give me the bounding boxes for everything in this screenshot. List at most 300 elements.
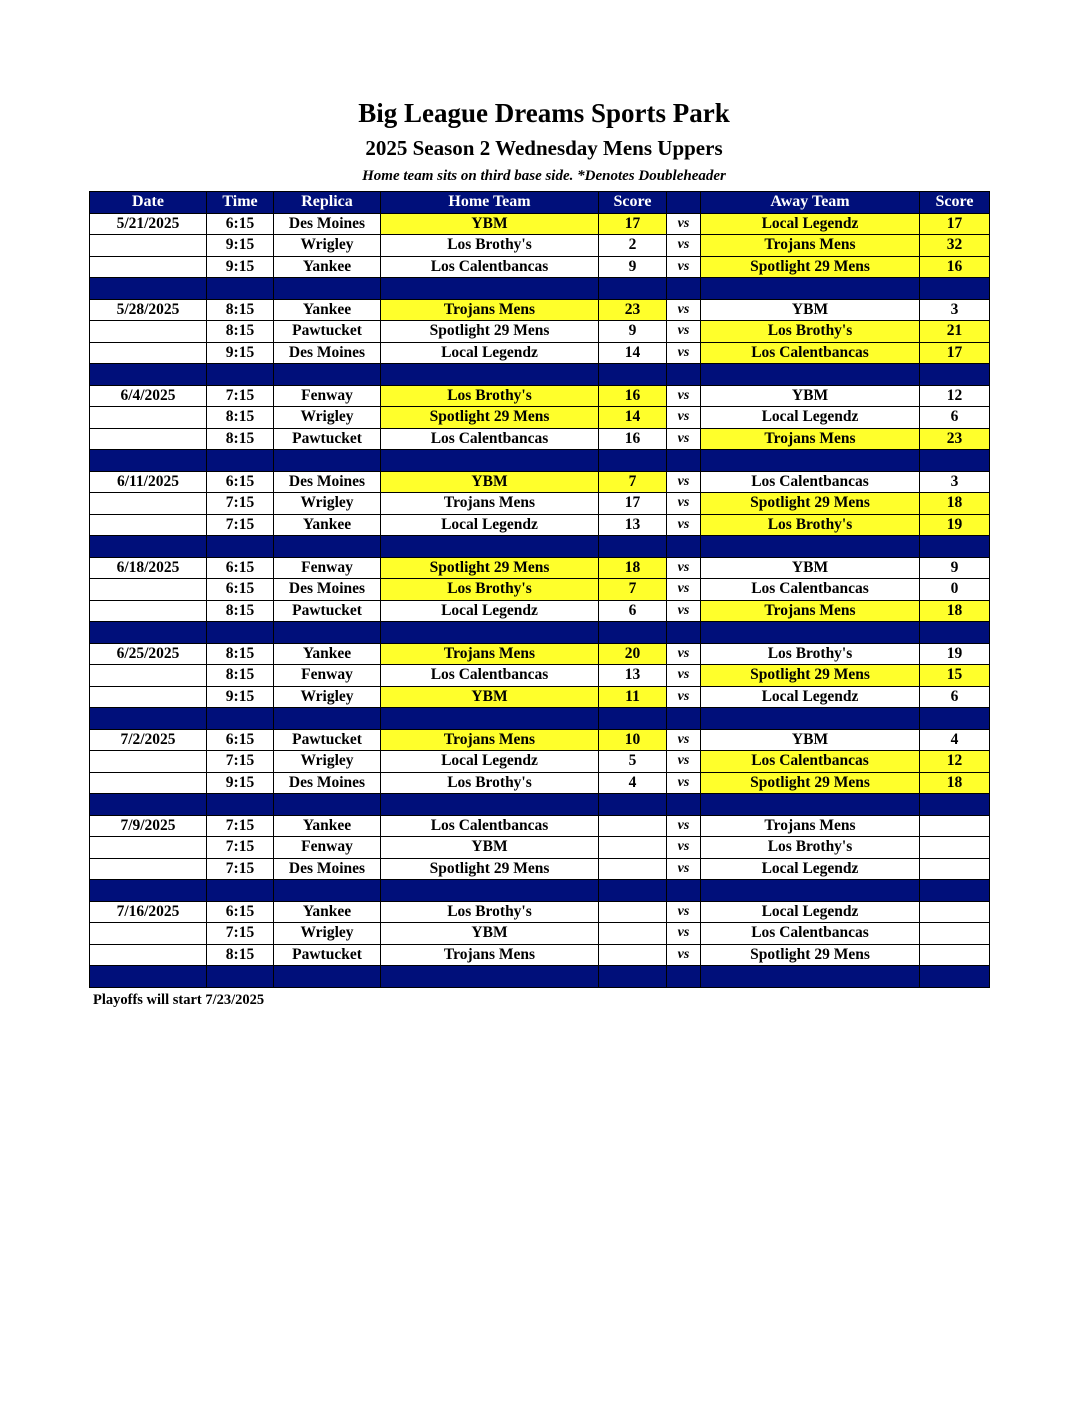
game-row [90, 385, 990, 407]
game-replica: Yankee [274, 299, 381, 321]
game-date: 7/2/2025 [90, 729, 207, 751]
away-score: 23 [920, 428, 990, 450]
game-time: 8:15 [207, 299, 274, 321]
home-team: Local Legendz [381, 342, 599, 364]
game-date [90, 751, 207, 773]
game-time: 7:15 [207, 493, 274, 515]
game-time: 9:15 [207, 342, 274, 364]
game-date: 7/16/2025 [90, 901, 207, 923]
away-score: 6 [920, 686, 990, 708]
game-row [90, 772, 990, 794]
home-score: 20 [599, 643, 667, 665]
game-replica: Wrigley [274, 493, 381, 515]
versus-label: vs [667, 665, 701, 687]
versus-label: vs [667, 579, 701, 601]
game-date [90, 858, 207, 880]
versus-label: vs [667, 858, 701, 880]
away-team: Trojans Mens [701, 815, 920, 837]
away-team: Local Legendz [701, 858, 920, 880]
game-date [90, 235, 207, 257]
separator-cell [381, 364, 599, 386]
away-team: Local Legendz [701, 407, 920, 429]
away-score: 16 [920, 256, 990, 278]
game-time: 8:15 [207, 600, 274, 622]
separator-cell [920, 622, 990, 644]
home-team: Trojans Mens [381, 944, 599, 966]
away-team: Spotlight 29 Mens [701, 944, 920, 966]
game-time: 9:15 [207, 256, 274, 278]
home-team: Local Legendz [381, 751, 599, 773]
game-row [90, 256, 990, 278]
separator-cell [207, 450, 274, 472]
game-replica: Des Moines [274, 342, 381, 364]
game-time: 6:15 [207, 557, 274, 579]
home-score: 2 [599, 235, 667, 257]
separator-cell [701, 880, 920, 902]
col-header-date: Date [90, 192, 207, 214]
home-score: 23 [599, 299, 667, 321]
home-team: Local Legendz [381, 514, 599, 536]
game-time: 7:15 [207, 751, 274, 773]
home-team: Spotlight 29 Mens [381, 858, 599, 880]
away-team: Spotlight 29 Mens [701, 772, 920, 794]
versus-label: vs [667, 493, 701, 515]
away-team: Local Legendz [701, 686, 920, 708]
week-separator [90, 794, 990, 816]
home-score [599, 901, 667, 923]
col-header-vs [667, 192, 701, 214]
game-row [90, 815, 990, 837]
separator-cell [207, 622, 274, 644]
game-time: 7:15 [207, 385, 274, 407]
separator-cell [90, 880, 207, 902]
header-row [90, 192, 990, 214]
game-row [90, 729, 990, 751]
separator-cell [274, 536, 381, 558]
game-row [90, 321, 990, 343]
separator-cell [920, 364, 990, 386]
home-score [599, 944, 667, 966]
home-team: Los Brothy's [381, 772, 599, 794]
home-score: 10 [599, 729, 667, 751]
game-date: 6/25/2025 [90, 643, 207, 665]
versus-label: vs [667, 428, 701, 450]
week-separator [90, 708, 990, 730]
col-header-away-team: Away Team [701, 192, 920, 214]
versus-label: vs [667, 751, 701, 773]
home-score: 13 [599, 514, 667, 536]
away-team: Trojans Mens [701, 428, 920, 450]
game-time: 7:15 [207, 858, 274, 880]
game-replica: Des Moines [274, 579, 381, 601]
separator-cell [274, 450, 381, 472]
away-score: 19 [920, 514, 990, 536]
away-team: Spotlight 29 Mens [701, 665, 920, 687]
home-team: Trojans Mens [381, 643, 599, 665]
game-date [90, 837, 207, 859]
versus-label: vs [667, 235, 701, 257]
game-row [90, 493, 990, 515]
game-replica: Wrigley [274, 235, 381, 257]
separator-cell [90, 278, 207, 300]
separator-cell [667, 880, 701, 902]
separator-cell [207, 364, 274, 386]
away-score: 12 [920, 385, 990, 407]
game-time: 7:15 [207, 514, 274, 536]
separator-cell [599, 794, 667, 816]
separator-cell [274, 794, 381, 816]
home-score [599, 858, 667, 880]
away-team: YBM [701, 299, 920, 321]
away-team: YBM [701, 385, 920, 407]
game-row [90, 751, 990, 773]
game-row [90, 407, 990, 429]
away-score: 4 [920, 729, 990, 751]
col-header-home-team: Home Team [381, 192, 599, 214]
away-team: Spotlight 29 Mens [701, 493, 920, 515]
home-team: Los Brothy's [381, 385, 599, 407]
separator-cell [599, 364, 667, 386]
game-replica: Fenway [274, 665, 381, 687]
home-team: Los Calentbancas [381, 815, 599, 837]
versus-label: vs [667, 471, 701, 493]
game-date [90, 321, 207, 343]
home-team: Spotlight 29 Mens [381, 407, 599, 429]
game-replica: Yankee [274, 514, 381, 536]
game-row [90, 557, 990, 579]
game-date: 5/28/2025 [90, 299, 207, 321]
home-team: Trojans Mens [381, 493, 599, 515]
game-replica: Fenway [274, 557, 381, 579]
game-row [90, 858, 990, 880]
game-date: 7/9/2025 [90, 815, 207, 837]
away-score [920, 815, 990, 837]
home-score: 17 [599, 493, 667, 515]
separator-cell [667, 278, 701, 300]
home-team: YBM [381, 686, 599, 708]
home-score [599, 837, 667, 859]
game-row [90, 643, 990, 665]
separator-cell [274, 880, 381, 902]
schedule-note: Home team sits on third base side. *Denotes Doubleheader [362, 168, 726, 184]
versus-label: vs [667, 600, 701, 622]
versus-label: vs [667, 342, 701, 364]
separator-cell [599, 536, 667, 558]
separator-cell [920, 708, 990, 730]
home-score [599, 923, 667, 945]
versus-label: vs [667, 729, 701, 751]
away-team: Trojans Mens [701, 600, 920, 622]
home-team: YBM [381, 213, 599, 235]
home-team: Los Calentbancas [381, 665, 599, 687]
game-time: 8:15 [207, 665, 274, 687]
away-team: Los Calentbancas [701, 342, 920, 364]
home-score: 7 [599, 471, 667, 493]
game-date [90, 772, 207, 794]
away-team: Local Legendz [701, 213, 920, 235]
game-replica: Des Moines [274, 471, 381, 493]
game-time: 6:15 [207, 213, 274, 235]
home-score: 9 [599, 256, 667, 278]
away-team: Los Brothy's [701, 837, 920, 859]
away-score: 12 [920, 751, 990, 773]
away-team: Trojans Mens [701, 235, 920, 257]
separator-cell [701, 622, 920, 644]
away-team: Local Legendz [701, 901, 920, 923]
versus-label: vs [667, 643, 701, 665]
separator-cell [90, 622, 207, 644]
week-separator [90, 364, 990, 386]
home-team: Spotlight 29 Mens [381, 321, 599, 343]
separator-cell [920, 450, 990, 472]
home-team: Trojans Mens [381, 729, 599, 751]
game-time: 9:15 [207, 686, 274, 708]
week-separator [90, 278, 990, 300]
versus-label: vs [667, 944, 701, 966]
game-replica: Pawtucket [274, 428, 381, 450]
game-time: 8:15 [207, 643, 274, 665]
game-replica: Yankee [274, 643, 381, 665]
home-score: 16 [599, 385, 667, 407]
game-replica: Fenway [274, 385, 381, 407]
separator-cell [274, 364, 381, 386]
home-team: Los Brothy's [381, 579, 599, 601]
home-team: Los Brothy's [381, 901, 599, 923]
separator-cell [90, 794, 207, 816]
separator-cell [701, 708, 920, 730]
game-date [90, 923, 207, 945]
separator-cell [701, 450, 920, 472]
separator-cell [920, 966, 990, 988]
away-score [920, 923, 990, 945]
separator-cell [381, 278, 599, 300]
separator-cell [381, 880, 599, 902]
versus-label: vs [667, 407, 701, 429]
game-date [90, 514, 207, 536]
game-row [90, 923, 990, 945]
game-replica: Pawtucket [274, 944, 381, 966]
separator-cell [667, 450, 701, 472]
week-separator [90, 880, 990, 902]
away-score [920, 837, 990, 859]
home-team: Los Brothy's [381, 235, 599, 257]
separator-cell [701, 278, 920, 300]
versus-label: vs [667, 299, 701, 321]
away-team: Los Brothy's [701, 321, 920, 343]
away-score: 18 [920, 772, 990, 794]
game-replica: Des Moines [274, 858, 381, 880]
versus-label: vs [667, 837, 701, 859]
game-time: 6:15 [207, 579, 274, 601]
game-date: 6/4/2025 [90, 385, 207, 407]
game-replica: Des Moines [274, 772, 381, 794]
versus-label: vs [667, 514, 701, 536]
game-time: 7:15 [207, 923, 274, 945]
game-date [90, 256, 207, 278]
away-team: Los Calentbancas [701, 751, 920, 773]
game-time: 7:15 [207, 837, 274, 859]
separator-cell [274, 708, 381, 730]
game-date [90, 665, 207, 687]
separator-cell [90, 708, 207, 730]
away-score [920, 901, 990, 923]
game-replica: Yankee [274, 901, 381, 923]
away-score: 19 [920, 643, 990, 665]
separator-cell [381, 794, 599, 816]
separator-cell [207, 708, 274, 730]
col-header-time: Time [207, 192, 274, 214]
separator-cell [667, 536, 701, 558]
separator-cell [381, 536, 599, 558]
game-row [90, 600, 990, 622]
away-score: 6 [920, 407, 990, 429]
game-time: 8:15 [207, 321, 274, 343]
separator-cell [667, 794, 701, 816]
separator-cell [920, 794, 990, 816]
game-date [90, 600, 207, 622]
separator-cell [207, 278, 274, 300]
away-score: 32 [920, 235, 990, 257]
game-time: 6:15 [207, 729, 274, 751]
home-team: Trojans Mens [381, 299, 599, 321]
game-row [90, 428, 990, 450]
away-score: 17 [920, 213, 990, 235]
away-team: Los Calentbancas [701, 471, 920, 493]
home-team: YBM [381, 837, 599, 859]
game-date: 5/21/2025 [90, 213, 207, 235]
game-row [90, 579, 990, 601]
away-team: YBM [701, 557, 920, 579]
separator-cell [599, 708, 667, 730]
page-subtitle: 2025 Season 2 Wednesday Mens Uppers [365, 136, 723, 160]
home-score: 11 [599, 686, 667, 708]
home-score: 18 [599, 557, 667, 579]
away-score: 21 [920, 321, 990, 343]
game-time: 7:15 [207, 815, 274, 837]
away-score [920, 858, 990, 880]
away-team: Los Brothy's [701, 643, 920, 665]
away-team: Los Calentbancas [701, 923, 920, 945]
home-score: 14 [599, 407, 667, 429]
game-time: 8:15 [207, 407, 274, 429]
away-team: YBM [701, 729, 920, 751]
home-team: Los Calentbancas [381, 256, 599, 278]
home-team: Los Calentbancas [381, 428, 599, 450]
week-separator [90, 622, 990, 644]
game-date [90, 342, 207, 364]
week-separator [90, 536, 990, 558]
separator-cell [381, 450, 599, 472]
game-row [90, 342, 990, 364]
game-date [90, 407, 207, 429]
separator-cell [599, 880, 667, 902]
game-row [90, 235, 990, 257]
home-score: 7 [599, 579, 667, 601]
home-team: YBM [381, 923, 599, 945]
separator-cell [274, 966, 381, 988]
game-date [90, 493, 207, 515]
home-team: YBM [381, 471, 599, 493]
game-row [90, 665, 990, 687]
separator-cell [90, 450, 207, 472]
home-score: 13 [599, 665, 667, 687]
game-row [90, 901, 990, 923]
separator-cell [599, 278, 667, 300]
away-score: 17 [920, 342, 990, 364]
week-separator [90, 966, 990, 988]
game-time: 9:15 [207, 235, 274, 257]
separator-cell [599, 966, 667, 988]
away-score: 3 [920, 471, 990, 493]
game-replica: Pawtucket [274, 321, 381, 343]
versus-label: vs [667, 923, 701, 945]
game-replica: Yankee [274, 256, 381, 278]
game-date [90, 944, 207, 966]
col-header-replica: Replica [274, 192, 381, 214]
home-score: 17 [599, 213, 667, 235]
col-header-away-score: Score [920, 192, 990, 214]
versus-label: vs [667, 213, 701, 235]
versus-label: vs [667, 321, 701, 343]
separator-cell [381, 966, 599, 988]
separator-cell [381, 708, 599, 730]
home-team: Local Legendz [381, 600, 599, 622]
separator-cell [920, 536, 990, 558]
game-replica: Wrigley [274, 686, 381, 708]
separator-cell [920, 278, 990, 300]
versus-label: vs [667, 256, 701, 278]
game-row [90, 213, 990, 235]
game-replica: Pawtucket [274, 600, 381, 622]
separator-cell [90, 536, 207, 558]
game-row [90, 837, 990, 859]
separator-cell [207, 794, 274, 816]
away-score: 15 [920, 665, 990, 687]
game-replica: Des Moines [274, 213, 381, 235]
separator-cell [920, 880, 990, 902]
game-replica: Wrigley [274, 923, 381, 945]
separator-cell [667, 966, 701, 988]
game-date [90, 579, 207, 601]
away-score: 18 [920, 600, 990, 622]
versus-label: vs [667, 385, 701, 407]
game-date [90, 428, 207, 450]
home-team: Spotlight 29 Mens [381, 557, 599, 579]
separator-cell [274, 622, 381, 644]
separator-cell [274, 278, 381, 300]
away-team: Spotlight 29 Mens [701, 256, 920, 278]
page-title: Big League Dreams Sports Park [358, 98, 730, 128]
versus-label: vs [667, 557, 701, 579]
week-separator [90, 450, 990, 472]
separator-cell [667, 708, 701, 730]
col-header-home-score: Score [599, 192, 667, 214]
separator-cell [90, 364, 207, 386]
separator-cell [599, 622, 667, 644]
home-score: 14 [599, 342, 667, 364]
home-score [599, 815, 667, 837]
game-time: 9:15 [207, 772, 274, 794]
separator-cell [667, 622, 701, 644]
versus-label: vs [667, 772, 701, 794]
separator-cell [381, 622, 599, 644]
separator-cell [701, 794, 920, 816]
away-score: 18 [920, 493, 990, 515]
versus-label: vs [667, 901, 701, 923]
game-time: 6:15 [207, 471, 274, 493]
separator-cell [599, 450, 667, 472]
away-team: Los Calentbancas [701, 579, 920, 601]
